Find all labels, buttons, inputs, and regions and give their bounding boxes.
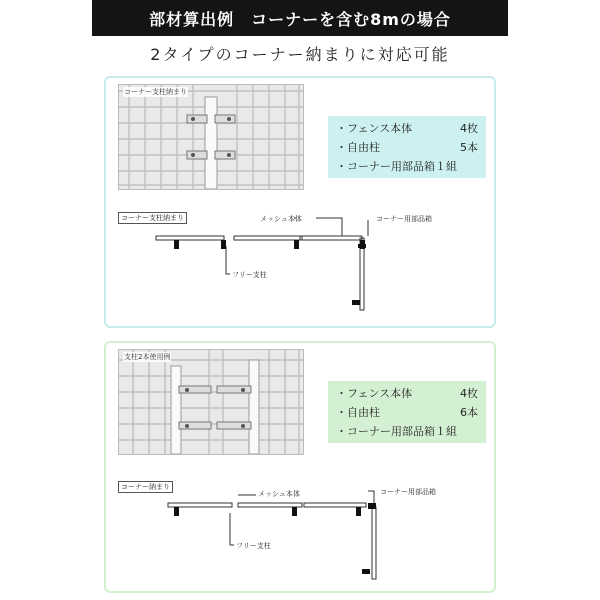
corner-post-photo xyxy=(118,84,304,190)
page-title: 部材算出例 コーナーを含む8mの場合 xyxy=(149,9,451,29)
diagram-title: コーナー支柱納まり xyxy=(118,212,187,224)
diagram-title: コーナー納まり xyxy=(118,481,173,493)
part-name: ・コーナー用部品箱１組 xyxy=(336,160,457,173)
corner-post-section xyxy=(104,76,496,328)
plan-diagram xyxy=(106,473,494,583)
part-qty: 5本 xyxy=(460,141,478,154)
photo-caption: コーナー支柱納まり xyxy=(124,88,187,96)
part-name: ・フェンス本体 xyxy=(336,122,413,135)
free-post-label: フリー支柱 xyxy=(236,542,271,550)
part-qty: 4枚 xyxy=(460,387,478,400)
page-subtitle: 2タイプのコーナー納まりに対応可能 xyxy=(150,45,450,64)
part-name: ・コーナー用部品箱１組 xyxy=(336,425,457,438)
parts-row xyxy=(336,384,478,403)
parts-list xyxy=(328,381,486,443)
part-qty: 4枚 xyxy=(460,122,478,135)
parts-list xyxy=(328,116,486,178)
fence-mesh-image xyxy=(119,85,303,189)
part-name: ・自由柱 xyxy=(336,141,380,154)
fence-mesh-image xyxy=(119,350,303,454)
parts-row xyxy=(336,422,478,441)
corner-parts-label: コーナー用部品箱 xyxy=(376,215,432,223)
parts-row xyxy=(336,403,478,422)
photo-caption: 支柱2本使用例 xyxy=(124,353,171,361)
parts-row xyxy=(336,157,478,176)
header-bar xyxy=(92,0,508,36)
part-qty: 6本 xyxy=(460,406,478,419)
part-name: ・自由柱 xyxy=(336,406,380,419)
two-post-section xyxy=(104,341,496,593)
parts-row xyxy=(336,119,478,138)
corner-parts-label: コーナー用部品箱 xyxy=(380,488,436,496)
mesh-label: メッシュ本体 xyxy=(260,215,302,223)
two-post-photo xyxy=(118,349,304,455)
parts-row xyxy=(336,138,478,157)
plan-diagram xyxy=(106,206,494,316)
part-name: ・フェンス本体 xyxy=(336,387,413,400)
free-post-label: フリー支柱 xyxy=(232,271,267,279)
mesh-label: メッシュ本体 xyxy=(258,490,300,498)
